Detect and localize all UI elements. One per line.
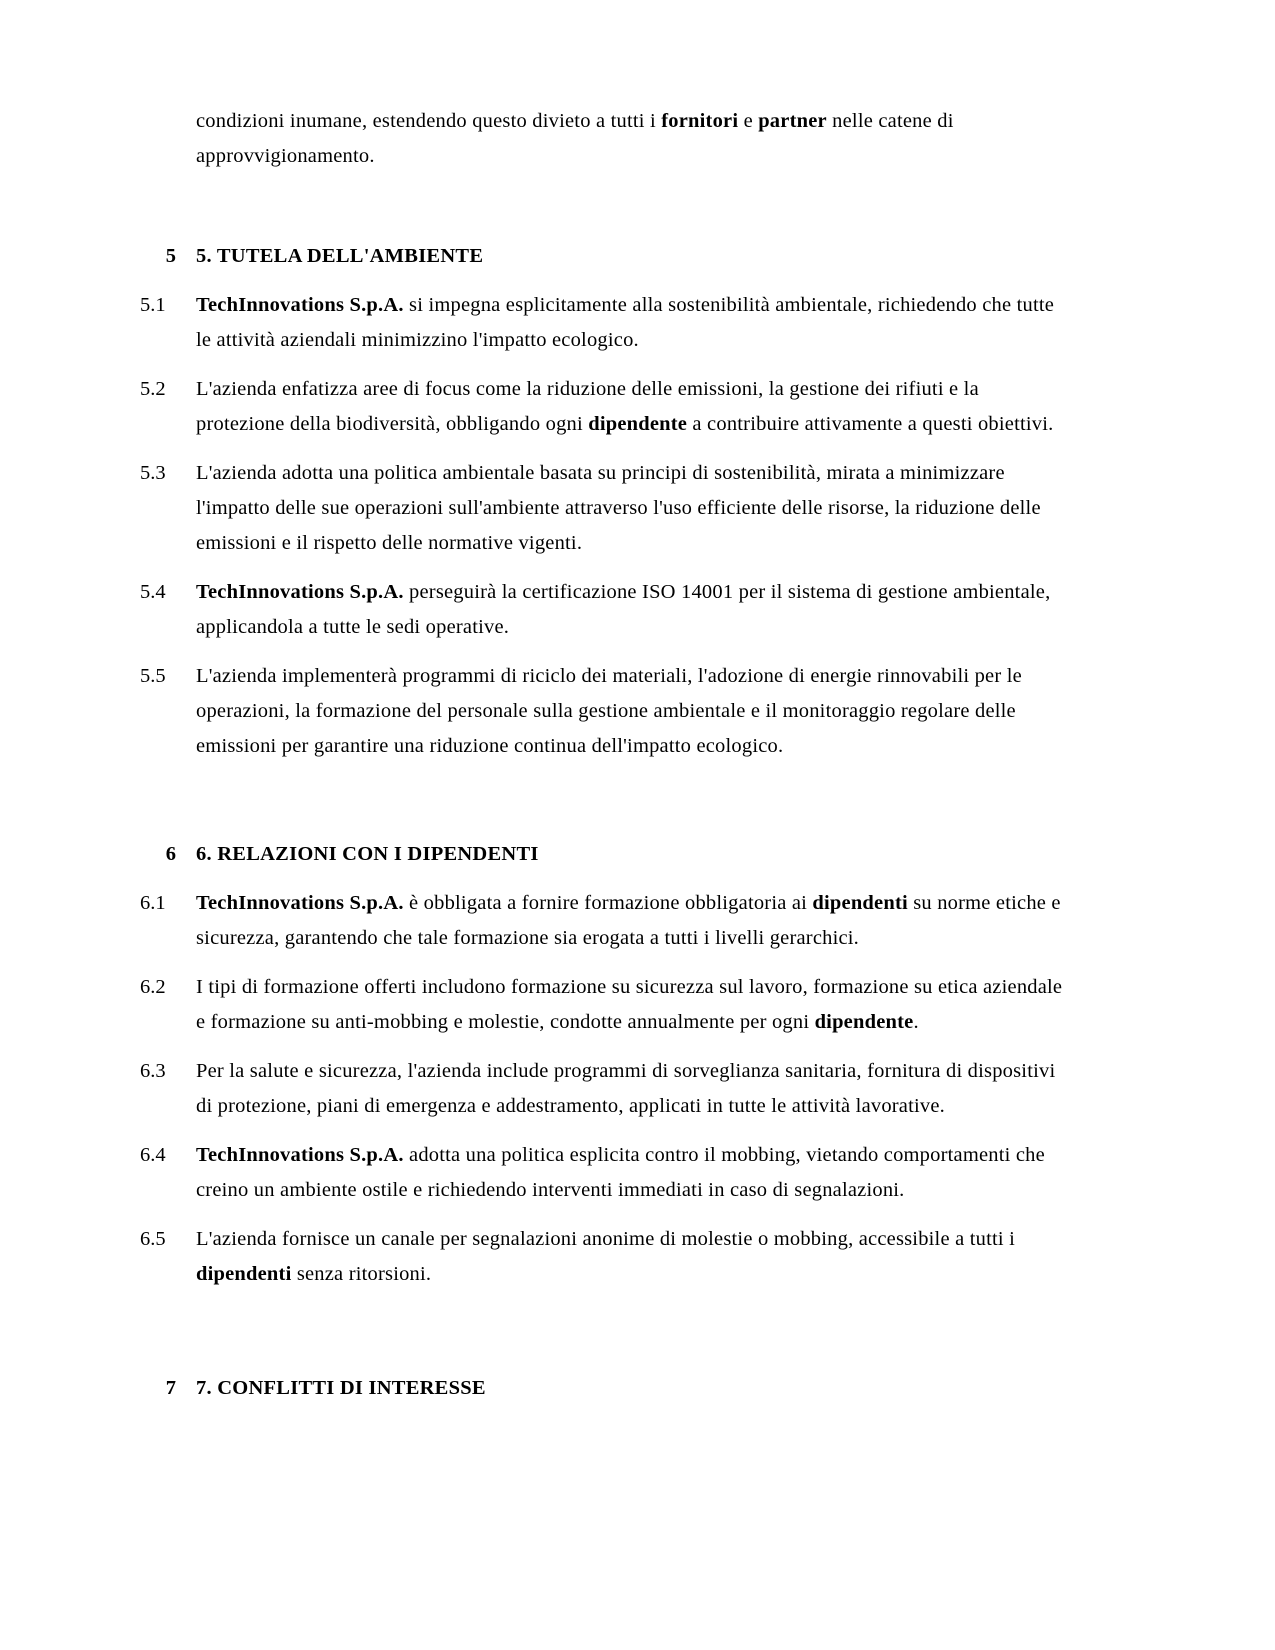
section-title-7: 7. CONFLITTI DI INTERESSE — [196, 1377, 486, 1399]
spacer — [140, 561, 1070, 575]
spacer — [140, 1040, 1070, 1054]
section-heading-5 — [140, 240, 1070, 272]
clause-number: 5.4 — [140, 581, 166, 603]
clause-6-1 — [140, 886, 1070, 956]
clause-number: 6.1 — [140, 892, 166, 914]
section-number-7: 7 — [165, 1377, 176, 1399]
clause-number: 5.2 — [140, 378, 166, 400]
clause-5-4 — [140, 575, 1070, 645]
clause-number: 6.2 — [140, 976, 166, 998]
spacer — [140, 870, 1070, 886]
section-title-5: 5. TUTELA DELL'AMBIENTE — [196, 245, 484, 267]
clause-text: TechInnovations S.p.A. perseguirà la certificazione ISO 14001 per il sistema di gestione ambientale, applicandola a tutte le sedi operative. — [196, 581, 1051, 638]
spacer — [140, 1208, 1070, 1222]
clause-5-2 — [140, 372, 1070, 442]
spacer — [140, 645, 1070, 659]
spacer — [140, 358, 1070, 372]
clause-number: 6.3 — [140, 1060, 166, 1082]
clause-text: I tipi di formazione offerti includono formazione su sicurezza sul lavoro, formazione su etica aziendale e formazione su anti-mobbing e molestie, condotte annualmente per ogni dipendente. — [196, 976, 1063, 1033]
spacer — [140, 272, 1070, 288]
clause-number: 6.5 — [140, 1228, 166, 1250]
section-number-6: 6 — [165, 843, 176, 865]
clause-text: L'azienda implementerà programmi di riciclo dei materiali, l'adozione di energie rinnovabili per le operazioni, la formazione del personale sulla gestione ambientale e il monitoraggio regolare delle emissioni per garantire una riduzione continua dell'impatto ecologico. — [196, 665, 1022, 757]
clause-text: L'azienda fornisce un canale per segnalazioni anonime di molestie o mobbing, accessibile a tutti i dipendenti senza ritorsioni. — [196, 1228, 1016, 1285]
clause-text: TechInnovations S.p.A. si impegna esplicitamente alla sostenibilità ambientale, richiedendo che tutte le attività aziendali minimizzino l'impatto ecologico. — [196, 294, 1055, 351]
clause-text: L'azienda enfatizza aree di focus come la riduzione delle emissioni, la gestione dei rifiuti e la protezione della biodiversità, obbligando ogni dipendente a contribuire attivamente a questi obiettivi. — [196, 378, 1054, 435]
clause-text: TechInnovations S.p.A. è obbligata a fornire formazione obbligatoria ai dipendenti su norme etiche e sicurezza, garantendo che tale formazione sia erogata a tutti i livelli gerarchici. — [196, 892, 1061, 949]
clause-5-1 — [140, 288, 1070, 358]
clause-text: TechInnovations S.p.A. adotta una politica esplicita contro il mobbing, vietando comportamenti che creino un ambiente ostile e richiedendo interventi immediati in caso di segnalazioni. — [196, 1144, 1045, 1201]
clause-number: 5.1 — [140, 294, 166, 316]
spacer — [140, 1124, 1070, 1138]
clause-number: 6.4 — [140, 1144, 166, 1166]
clause-6-2 — [140, 970, 1070, 1040]
spacer — [140, 174, 1070, 240]
clause-number: 5.5 — [140, 665, 166, 687]
spacer — [140, 764, 1070, 838]
spacer — [140, 442, 1070, 456]
spacer — [140, 1292, 1070, 1372]
clause-5-3 — [140, 456, 1070, 561]
section-title-6: 6. RELAZIONI CON I DIPENDENTI — [196, 843, 539, 865]
continuation-paragraph: condizioni inumane, estendendo questo divieto a tutti i fornitori e partner nelle catene di approvvigionamento. — [196, 110, 954, 167]
document-body — [140, 104, 1070, 1404]
clause-number: 5.3 — [140, 462, 166, 484]
clause-text: Per la salute e sicurezza, l'azienda include programmi di sorveglianza sanitaria, fornitura di dispositivi di protezione, piani di emergenza e addestramento, applicati in tutte le attività lavorative. — [196, 1060, 1056, 1117]
clause-6-5 — [140, 1222, 1070, 1292]
clause-5-5 — [140, 659, 1070, 764]
section-heading-7 — [140, 1372, 1070, 1404]
clause-6-3 — [140, 1054, 1070, 1124]
section-heading-6 — [140, 838, 1070, 870]
section-number-5: 5 — [165, 245, 176, 267]
spacer — [140, 956, 1070, 970]
clause-6-4 — [140, 1138, 1070, 1208]
clause-text: L'azienda adotta una politica ambientale basata su principi di sostenibilità, mirata a minimizzare l'impatto delle sue operazioni sull'ambiente attraverso l'uso efficiente delle risorse, la riduzione delle emissioni e il rispetto delle normative vigenti. — [196, 462, 1041, 554]
